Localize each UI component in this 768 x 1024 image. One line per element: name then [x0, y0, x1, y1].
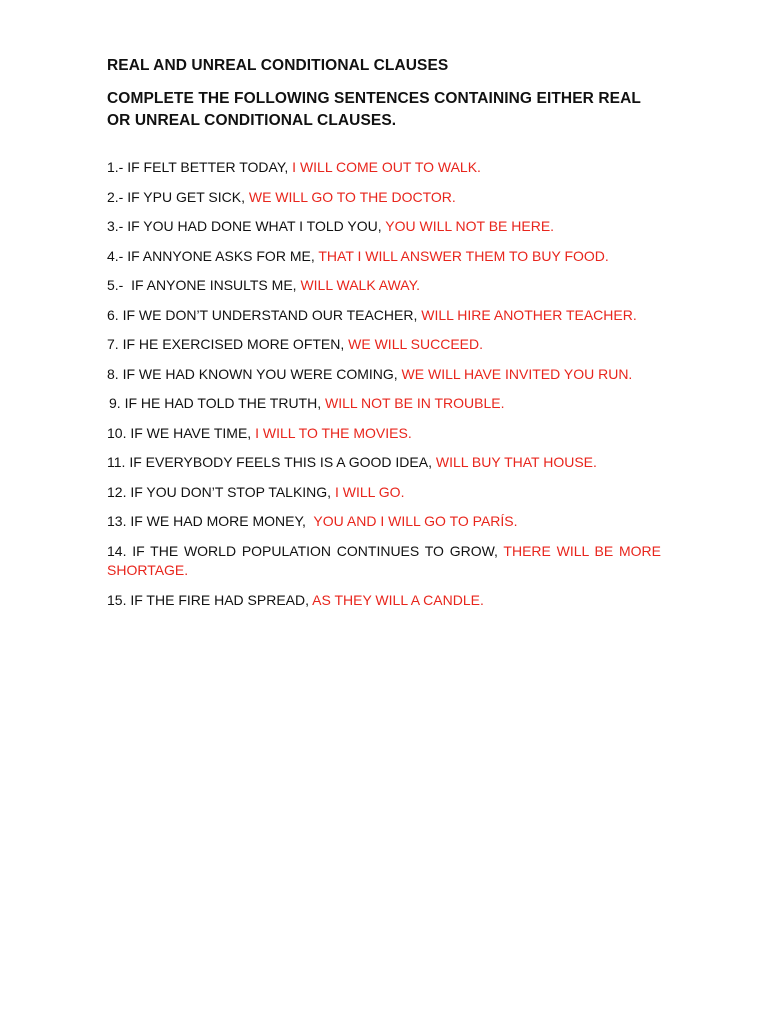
answer-text: WILL HIRE ANOTHER TEACHER. [421, 306, 637, 323]
conditional-clause: 15. IF THE FIRE HAD SPREAD, [107, 591, 313, 608]
conditional-clause: 8. IF WE HAD KNOWN YOU WERE COMING, [107, 365, 402, 382]
answer-text: AS THEY WILL A CANDLE. [312, 591, 484, 608]
conditional-clause: 13. IF WE HAD MORE MONEY, [107, 513, 314, 529]
answer-text: WILL NOT BE IN TROUBLE. [325, 395, 505, 411]
conditional-clause: 6. IF WE DON’T UNDERSTAND OUR TEACHER, [107, 306, 422, 323]
answer-text: WE WILL GO TO THE DOCTOR. [248, 188, 456, 205]
exercise-item-7 [107, 335, 661, 355]
exercise-item-10 [107, 424, 661, 444]
exercise-item-9 [107, 394, 661, 414]
exercise-item-13 [107, 512, 661, 532]
conditional-clause: 2.- IF YPU GET SICK, [107, 188, 249, 205]
conditional-clause: 14. IF THE WORLD POPULATION CONTINUES TO GROW, [107, 542, 504, 559]
exercise-item-4 [107, 247, 661, 267]
conditional-clause: 10. IF WE HAVE TIME, [107, 424, 256, 441]
answer-text: THAT I WILL ANSWER THEM TO BUY FOOD. [318, 247, 609, 264]
conditional-clause: 9. IF HE HAD TOLD THE TRUTH, [109, 395, 326, 411]
exercise-item-11 [107, 453, 661, 473]
conditional-clause: 11. IF EVERYBODY FEELS THIS IS A GOOD IDEA, [107, 454, 436, 470]
answer-text: YOU WILL NOT BE HERE. [385, 218, 555, 234]
exercise-item-5 [107, 276, 661, 296]
answer-text: YOU AND I WILL GO TO PARÍS. [313, 513, 518, 529]
answer-text: WE WILL SUCCEED. [348, 336, 483, 352]
answer-text: THERE WILL BE MORE SHORTAGE. [107, 542, 661, 578]
exercise-item-15 [107, 591, 661, 611]
conditional-clause: 7. IF HE EXERCISED MORE OFTEN, [107, 336, 349, 352]
answer-text: I WILL GO. [334, 483, 405, 500]
answer-text: I WILL COME OUT TO WALK. [292, 159, 481, 175]
exercise-item-2 [107, 188, 661, 208]
exercise-item-14 [107, 542, 661, 581]
document-instructions: COMPLETE THE FOLLOWING SENTENCES CONTAINING EITHER REAL OR UNREAL CONDITIONAL CLAUSES. [107, 90, 641, 129]
conditional-clause: 5.- IF ANYONE INSULTS ME, [107, 277, 301, 293]
exercise-item-3 [107, 217, 661, 237]
answer-text: WILL WALK AWAY. [300, 277, 421, 293]
conditional-clause: 12. IF YOU DON’T STOP TALKING, [107, 483, 335, 500]
answer-text: WILL BUY THAT HOUSE. [435, 454, 597, 470]
exercise-item-1 [107, 158, 661, 178]
conditional-clause: 4.- IF ANNYONE ASKS FOR ME, [107, 247, 319, 264]
document-page [107, 56, 661, 620]
exercise-item-12 [107, 483, 661, 503]
conditional-clause: 1.- IF FELT BETTER TODAY, [107, 159, 293, 175]
conditional-clause: 3.- IF YOU HAD DONE WHAT I TOLD YOU, [107, 218, 386, 234]
exercise-item-6 [107, 306, 661, 326]
answer-text: I WILL TO THE MOVIES. [255, 424, 412, 441]
answer-text: WE WILL HAVE INVITED YOU RUN. [401, 365, 633, 382]
exercise-item-8 [107, 365, 661, 385]
document-title: REAL AND UNREAL CONDITIONAL CLAUSES [107, 57, 449, 74]
